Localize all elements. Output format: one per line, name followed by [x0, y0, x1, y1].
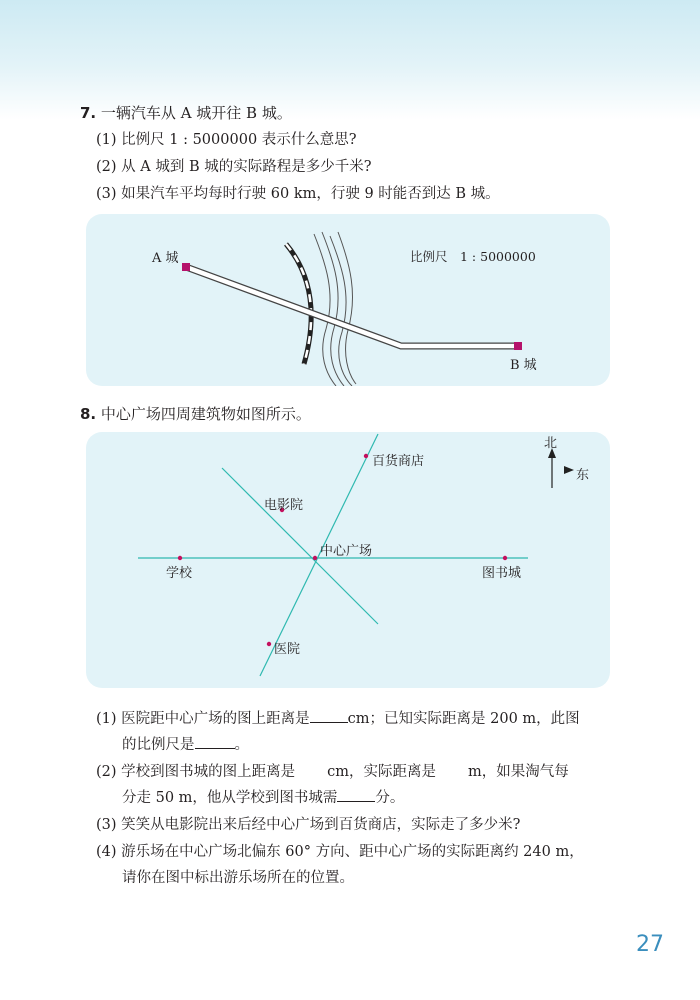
city-a-marker [182, 263, 190, 271]
question-7-text: 一辆汽车从 A 城开往 B 城。 [100, 104, 292, 122]
building-map [86, 432, 610, 688]
item-2-text-b: cm，实际距离是 [327, 764, 437, 780]
item-1-text-d: 。 [234, 737, 249, 753]
question-8-item-3: (3) 笑笑从电影院出来后经中心广场到百货商店，实际走了多少米? [96, 817, 521, 833]
east-arrow-icon [564, 466, 574, 474]
hospital-marker [267, 642, 271, 646]
question-8-title [80, 404, 311, 424]
item-1-text-b: cm；已知实际距离是 200 m，此图 [347, 711, 580, 727]
question-8-item-4-line-2: 请你在图中标出游乐场所在的位置。 [122, 870, 354, 886]
dept-store-marker [364, 454, 368, 458]
school-label: 学校 [166, 566, 193, 581]
map-a-to-b-panel [86, 214, 610, 386]
question-7-number: 7. [80, 104, 97, 122]
city-b-marker [514, 342, 522, 350]
question-8-number: 8. [80, 405, 97, 423]
library-marker [503, 556, 507, 560]
answer-blank[interactable] [337, 801, 375, 802]
question-8-item-2-line-2 [122, 788, 404, 808]
item-2-text-e: 分。 [375, 790, 405, 806]
item-2-text-a: (2) 学校到图书城的图上距离是 [96, 764, 296, 780]
scale-label: 比例尺 1 : 5000000 [410, 249, 536, 264]
river-line [322, 232, 344, 386]
question-8-item-1-line-1 [96, 709, 580, 729]
item-1-text-a: (1) 医院距中心广场的图上距离是 [96, 711, 310, 727]
question-7-title [80, 103, 292, 123]
item-1-text-c: 的比例尺是 [122, 737, 195, 753]
cinema-label: 电影院 [264, 498, 304, 513]
question-7-item-1: (1) 比例尺 1 : 5000000 表示什么意思? [96, 132, 357, 148]
answer-blank[interactable] [195, 748, 235, 749]
question-8-item-1-line-2 [122, 735, 249, 755]
center-label: 中心广场 [320, 544, 373, 559]
dept-store-label: 百货商店 [372, 454, 425, 469]
school-marker [178, 556, 182, 560]
question-8-item-2-line-1 [96, 762, 569, 782]
city-a-label: A 城 [152, 251, 179, 266]
river-line [338, 232, 356, 384]
page-header-band [0, 0, 700, 120]
river-line [330, 236, 352, 386]
library-label: 图书城 [482, 566, 522, 581]
hospital-label: 医院 [274, 642, 301, 657]
item-2-text-c: m，如果淘气每 [468, 764, 569, 780]
city-b-label: B 城 [510, 358, 537, 373]
square-map-panel [86, 432, 610, 688]
east-label: 东 [576, 468, 590, 483]
north-label: 北 [544, 436, 558, 451]
item-2-text-d: 分走 50 m，他从学校到图书城需 [122, 790, 338, 806]
question-8-item-4-line-1: (4) 游乐场在中心广场北偏东 60° 方向、距中心广场的实际距离约 240 m， [96, 844, 584, 860]
answer-blank[interactable] [310, 722, 348, 723]
question-7-item-2: (2) 从 A 城到 B 城的实际路程是多少千米? [96, 159, 372, 175]
question-8-text: 中心广场四周建筑物如图所示。 [100, 405, 311, 423]
page-number: 27 [636, 932, 664, 957]
center-marker [313, 556, 317, 560]
question-7-item-3: (3) 如果汽车平均每时行驶 60 km，行驶 9 时能否到达 B 城。 [96, 186, 500, 202]
